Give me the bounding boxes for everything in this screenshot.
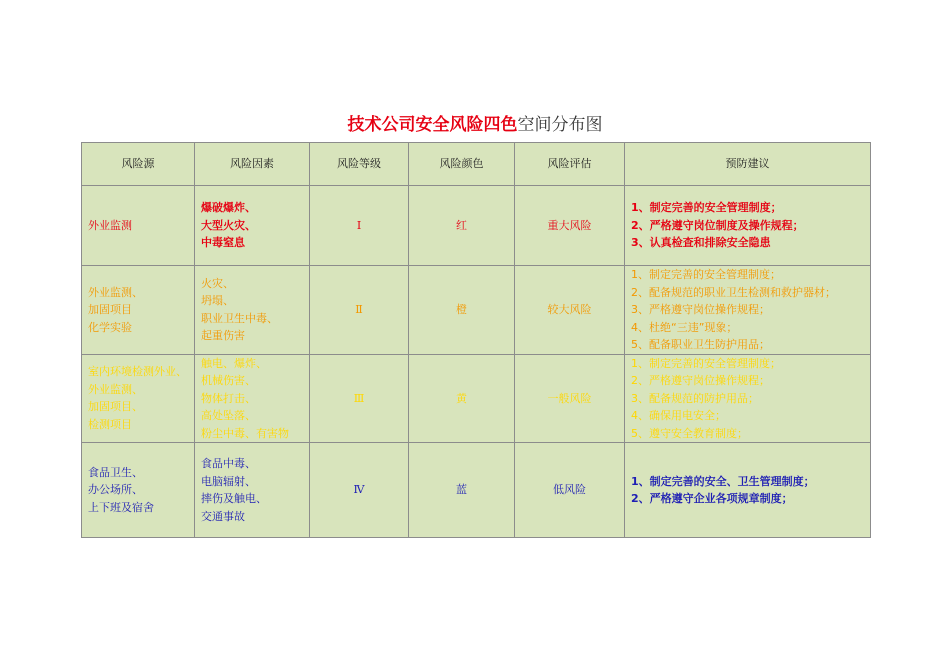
table-header-row bbox=[82, 143, 871, 186]
title-normal-part: 空间分布图 bbox=[517, 115, 603, 135]
header-risk-source: 风险源 bbox=[82, 143, 195, 186]
cell-level: Ⅱ bbox=[310, 266, 409, 355]
header-risk-assessment: 风险评估 bbox=[515, 143, 625, 186]
cell-advice: 1、制定完善的安全管理制度； 2、配备规范的职业卫生检测和救护器材； 3、严格遵守岗位操作规程； 4、杜绝“三违”现象； 5、配备职业卫生防护用品； bbox=[625, 266, 871, 355]
cell-advice: 1、制定完善的安全管理制度； 2、严格遵守岗位操作规程； 3、配备规范的防护用品； 4、确保用电安全； 5、遵守安全教育制度； bbox=[625, 354, 871, 443]
table-row-orange bbox=[82, 266, 871, 355]
cell-factors: 火灾、 坍塌、 职业卫生中毒、 起重伤害 bbox=[195, 266, 310, 355]
cell-color: 蓝 bbox=[409, 443, 515, 538]
cell-source: 室内环境检测外业、 外业监测、 加固项目、 检测项目 bbox=[82, 354, 195, 443]
table-row-blue bbox=[82, 443, 871, 538]
cell-level: Ⅲ bbox=[310, 354, 409, 443]
table-row-red bbox=[82, 186, 871, 266]
cell-factors: 食品中毒、 电脑辐射、 摔伤及触电、 交通事故 bbox=[195, 443, 310, 538]
cell-factors: 爆破爆炸、 大型火灾、 中毒窒息 bbox=[195, 186, 310, 266]
cell-assessment: 低风险 bbox=[515, 443, 625, 538]
cell-level: Ⅳ bbox=[310, 443, 409, 538]
cell-source: 外业监测、 加固项目 化学实验 bbox=[82, 266, 195, 355]
risk-table bbox=[81, 142, 871, 538]
cell-source: 外业监测 bbox=[82, 186, 195, 266]
header-risk-factors: 风险因素 bbox=[195, 143, 310, 186]
cell-level: Ⅰ bbox=[310, 186, 409, 266]
header-risk-level: 风险等级 bbox=[310, 143, 409, 186]
cell-advice: 1、制定完善的安全管理制度； 2、严格遵守岗位制度及操作规程； 3、认真检查和排除安全隐患 bbox=[625, 186, 871, 266]
cell-color: 红 bbox=[409, 186, 515, 266]
cell-assessment: 一般风险 bbox=[515, 354, 625, 443]
title-bold-part: 技术公司安全风险四色 bbox=[347, 115, 518, 135]
header-prevention-advice: 预防建议 bbox=[625, 143, 871, 186]
cell-factors: 触电、爆炸、 机械伤害、 物体打击、 高处坠落、 粉尘中毒、有害物 bbox=[195, 354, 310, 443]
cell-advice: 1、制定完善的安全、卫生管理制度； 2、严格遵守企业各项规章制度； bbox=[625, 443, 871, 538]
cell-color: 黄 bbox=[409, 354, 515, 443]
table-row-yellow bbox=[82, 354, 871, 443]
cell-assessment: 重大风险 bbox=[515, 186, 625, 266]
cell-assessment: 较大风险 bbox=[515, 266, 625, 355]
cell-color: 橙 bbox=[409, 266, 515, 355]
document-title bbox=[0, 113, 950, 137]
cell-source: 食品卫生、 办公场所、 上下班及宿舍 bbox=[82, 443, 195, 538]
header-risk-color: 风险颜色 bbox=[409, 143, 515, 186]
